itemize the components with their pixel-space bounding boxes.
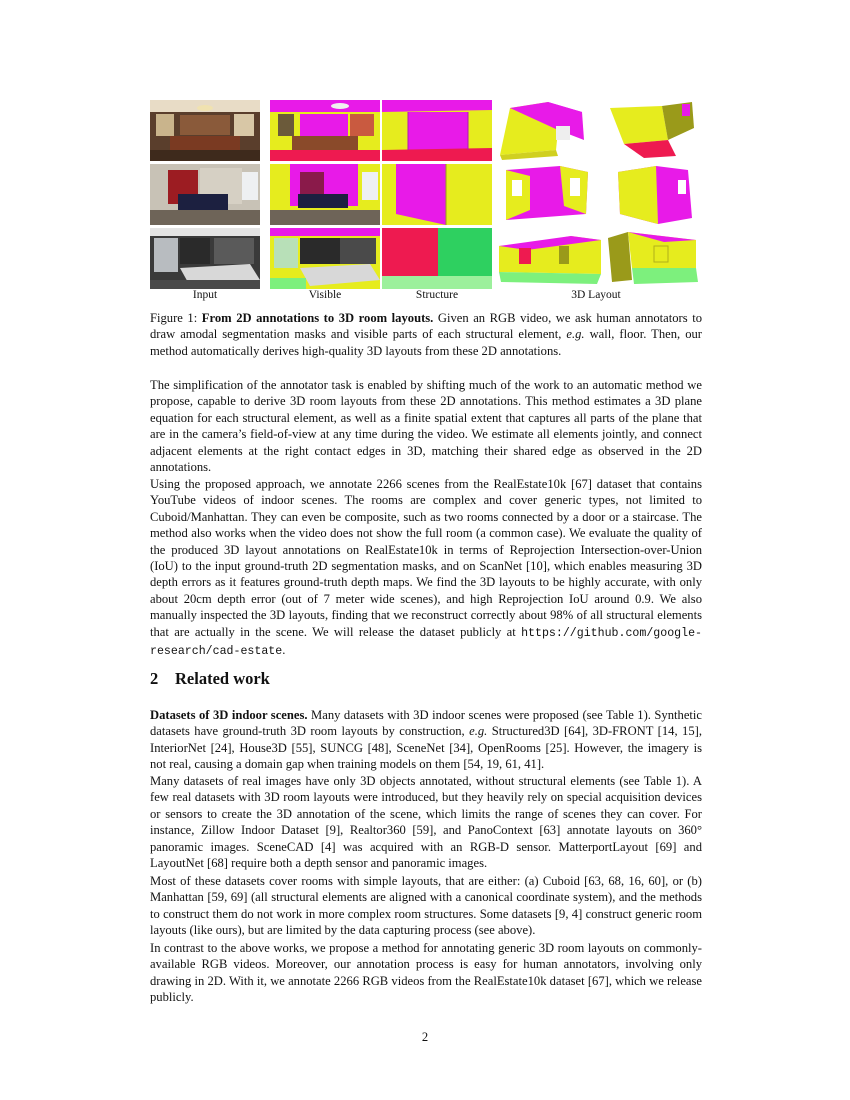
layout-3d-render-6	[604, 228, 700, 286]
caption-text-1: Given an RGB video, we ask human annotators to draw amodal segmentation masks and visible parts of each structural element,	[150, 311, 702, 342]
paragraph-annotation-method: The simplification of the annotator task is enabled by shifting much of the work to an automatic method we propose, capable to derive 3D room layouts from these 2D annotations. This method estimates a 3D plane equation for each structural element, as well as a finite spatial extent that captures all parts of the plane that are in the camera’s field-of-view at any time during the video. We estimate all elements jointly, and connect adjacent elements at the right contact edges in 3D, matching their shared edge as observed in the 2D annotations.	[150, 378, 702, 475]
paragraph-dataset-evaluation-text: Using the proposed approach, we annotate 2266 scenes from the RealEstate10k [67] dataset that contains YouTube videos of indoor scenes. The rooms are complex and cover generic types, not limited to Cuboid/Manhattan. They can even be composite, such as two rooms connected by a door or a staircase. The method also works when the video does not show the full room (a common case). We evaluate the quality of the produced 3D layout annotations on RealEstate10k in terms of Reprojection Intersection-over-Union (IoU) to the input ground-truth 2D segmentation masks, and on ScanNet [10], which enables measuring 3D depth errors as it features ground-truth depth maps. We find the 3D layouts to be highly accurate, with only about 20cm depth error (out of 7 meter wide scenes), and high Reprojection IoU around 0.9. We also manually inspected the 3D layouts, finding that we reconstruct correctly about 98% of all structural elements that are actually in the scene. We will release the dataset publicly at	[150, 477, 702, 639]
figure-caption	[150, 310, 702, 359]
caption-label: Figure 1:	[150, 311, 198, 325]
input-photo-bedroom	[150, 164, 260, 225]
visible-mask-bedroom	[270, 164, 380, 225]
dataset-url-link[interactable]: https://github.com/google-research/cad-estate	[150, 626, 702, 659]
paragraph-datasets-eg: e.g.	[469, 724, 488, 739]
paragraph-dataset-evaluation	[150, 476, 702, 660]
layout-3d-render-2	[604, 100, 700, 160]
caption-title: From 2D annotations to 3D room layouts.	[201, 311, 434, 325]
runin-heading-datasets: Datasets of 3D indoor scenes.	[150, 708, 308, 722]
section-title: Related work	[175, 669, 270, 688]
column-label-visible: Visible	[308, 289, 342, 301]
column-label-input: Input	[192, 289, 218, 301]
paragraph-simple-layouts: Most of these datasets cover rooms with simple layouts, that are either: (a) Cuboid [63, 68, 16, 60], or (b) Manhattan [59, 69] (all structural elements are aligned with a canonical coordinate system), and the methods to construct them do not work in more complex room structures. Some datasets [9, 4] construct generic room layouts (like ours), but are limited by the data capturing process (see above).	[150, 874, 702, 938]
column-label-structure: Structure	[415, 289, 459, 301]
paragraph-datasets-text-a: Many datasets with 3D indoor scenes were proposed (see Table 1). Synthetic datasets have ground-truth 3D room layouts by construction,	[150, 708, 702, 739]
caption-eg: e.g.	[566, 327, 585, 342]
page-number: 2	[421, 1030, 429, 1044]
column-label-3d-layout: 3D Layout	[571, 289, 621, 301]
structure-mask-dining-hall	[382, 228, 492, 289]
caption-text-2: wall, floor. Then, our method automatically derives high-quality 3D layouts from these 2D annotations.	[150, 327, 702, 358]
paragraph-real-datasets: Many datasets of real images have only 3D objects annotated, without structural elements (see Table 1). A few real datasets with 3D room layouts were introduced, but they heavily rely on special acquisition devices or sensors to create the 3D annotation of the scene, which limits the range of scenes they can cover. For instance, Zillow Indoor Dataset [9], Realtor360 [59], and PanoContext [63] annotate layouts on 360° panoramic images. SceneCAD [4] was acquired with an RGB-D sensor. MatterportLayout [69] and LayoutNet [68] require both a depth sensor and panoramic images.	[150, 774, 702, 871]
section-number: 2	[150, 669, 159, 688]
input-photo-dining-room	[150, 100, 260, 161]
visible-mask-dining-hall	[270, 228, 380, 289]
input-photo-dining-hall	[150, 228, 260, 289]
layout-3d-render-1	[498, 100, 590, 160]
paragraph-datasets-3d-indoor	[150, 707, 702, 773]
layout-3d-render-4	[608, 164, 698, 226]
layout-3d-render-5	[497, 230, 603, 286]
paragraph-our-contribution: In contrast to the above works, we propose a method for annotating generic 3D room layouts on commonly-available RGB videos. Moreover, our annotation process is easy for human annotators, involving only drawing in 2D. With it, we annotate 2266 RGB videos from the RealEstate10k dataset [67], which we release publicly.	[150, 941, 702, 1005]
structure-mask-dining-room	[382, 100, 492, 161]
structure-mask-bedroom	[382, 164, 492, 225]
paragraph-end: .	[282, 643, 286, 658]
section-heading-related-work	[150, 669, 270, 689]
visible-mask-dining-room	[270, 100, 380, 161]
layout-3d-render-3	[500, 164, 592, 226]
paragraph-datasets-text-b: Structured3D [64], 3D-FRONT [14, 15], InteriorNet [24], House3D [55], SUNCG [48], SceneNet [34], OpenRooms [25]. However, the imagery is not real, causing a domain gap when training models on them [54, 19, 61, 41].	[150, 724, 702, 772]
